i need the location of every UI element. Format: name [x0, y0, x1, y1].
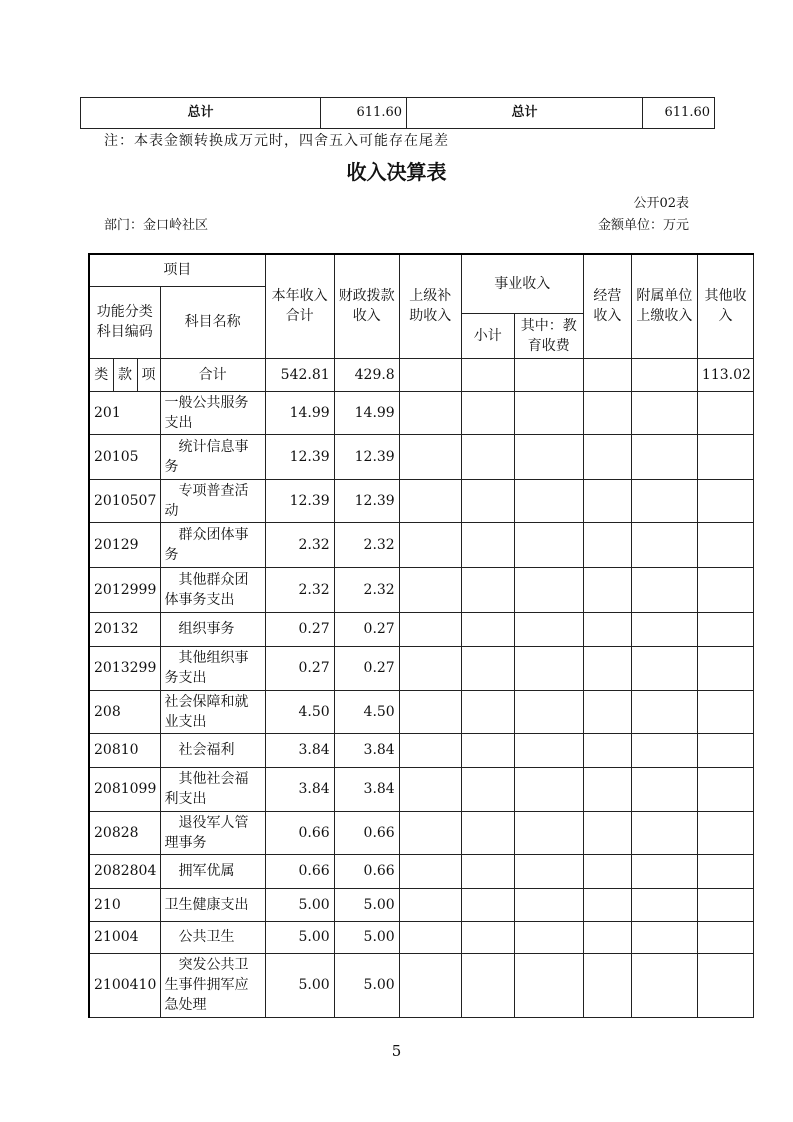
row-name: 统计信息事务: [160, 434, 265, 479]
table-row: [89, 479, 754, 522]
row-fiscal: 0.66: [334, 854, 399, 888]
row-code: 2082804: [89, 854, 160, 888]
empty-cell: [631, 953, 697, 1017]
row-total: 3.84: [265, 767, 334, 811]
empty-cell: [631, 811, 697, 854]
table-row: [89, 888, 754, 921]
empty-cell: [697, 646, 753, 690]
summary-right-value: 611.60: [643, 98, 715, 129]
empty-cell: [583, 391, 631, 434]
empty-cell: [399, 646, 461, 690]
table-row: [89, 612, 754, 646]
table-row: [89, 567, 754, 612]
row-code: 20129: [89, 522, 160, 567]
empty-cell: [631, 612, 697, 646]
row-name: 公共卫生: [160, 921, 265, 953]
empty-cell: [583, 921, 631, 953]
empty-cell: [461, 854, 514, 888]
empty-cell: [399, 567, 461, 612]
empty-cell: [583, 953, 631, 1017]
row-code: 21004: [89, 921, 160, 953]
empty-cell: [514, 479, 583, 522]
row-fiscal: 2.32: [334, 567, 399, 612]
empty-cell: [399, 479, 461, 522]
header-subject-name: 科目名称: [160, 286, 265, 358]
row-total: 3.84: [265, 733, 334, 767]
summary-right-label: 总计: [407, 98, 643, 129]
row-code: 20105: [89, 434, 160, 479]
row-fiscal: 5.00: [334, 953, 399, 1017]
table-row: [89, 646, 754, 690]
row-total: 0.27: [265, 612, 334, 646]
empty-cell: [514, 391, 583, 434]
header-business: 事业收入: [461, 254, 583, 313]
table-code: 公开02表: [633, 196, 689, 211]
empty-cell: [399, 953, 461, 1017]
row-fiscal: 3.84: [334, 767, 399, 811]
table-row: [89, 854, 754, 888]
row-code: 20132: [89, 612, 160, 646]
empty-cell: [399, 921, 461, 953]
summary-left-value: 611.60: [321, 98, 407, 129]
empty-cell: [461, 391, 514, 434]
row-name: 其他组织事务支出: [160, 646, 265, 690]
row-total: 0.27: [265, 646, 334, 690]
empty-cell: [399, 811, 461, 854]
row-name: 一般公共服务支出: [160, 391, 265, 434]
row-fiscal: 12.39: [334, 479, 399, 522]
row-code: 2013299: [89, 646, 160, 690]
empty-cell: [697, 854, 753, 888]
header-affiliated: 附属单位上缴收入: [631, 254, 697, 358]
row-name: 社会保障和就业支出: [160, 690, 265, 733]
header-lei: 类: [89, 358, 113, 391]
row-total: 2.32: [265, 522, 334, 567]
empty-cell: [583, 767, 631, 811]
row-code: 210: [89, 888, 160, 921]
total-row-name: 合计: [160, 358, 265, 391]
empty-cell: [631, 479, 697, 522]
empty-cell: [399, 733, 461, 767]
header-superior: 上级补助收入: [399, 254, 461, 358]
row-name: 组织事务: [160, 612, 265, 646]
empty-cell: [514, 953, 583, 1017]
department: 部门：金口岭社区: [104, 218, 209, 233]
empty-cell: [631, 567, 697, 612]
empty-cell: [399, 854, 461, 888]
empty-cell: [583, 646, 631, 690]
row-name: 卫生健康支出: [160, 888, 265, 921]
empty-cell: [461, 646, 514, 690]
header-item: 项目: [89, 254, 265, 286]
row-name: 专项普查活动: [160, 479, 265, 522]
empty-cell: [697, 888, 753, 921]
summary-table: [80, 97, 715, 129]
empty-cell: [631, 767, 697, 811]
row-code: 20810: [89, 733, 160, 767]
header-other: 其他收入: [697, 254, 753, 358]
empty-cell: [697, 567, 753, 612]
empty-cell: [514, 690, 583, 733]
empty-cell: [399, 522, 461, 567]
row-fiscal: 14.99: [334, 391, 399, 434]
empty-cell: [631, 921, 697, 953]
empty-cell: [697, 522, 753, 567]
empty-cell: [631, 690, 697, 733]
empty-cell: [461, 953, 514, 1017]
header-total: 本年收入合计: [265, 254, 334, 358]
empty-cell: [399, 434, 461, 479]
empty-cell: [697, 434, 753, 479]
row-code: 2081099: [89, 767, 160, 811]
empty-cell: [583, 854, 631, 888]
empty-cell: [583, 434, 631, 479]
table-row: [89, 767, 754, 811]
empty-cell: [514, 434, 583, 479]
empty-cell: [461, 767, 514, 811]
header-kuan: 款: [113, 358, 137, 391]
header-operating: 经营收入: [583, 254, 631, 358]
empty-cell: [514, 888, 583, 921]
empty-cell: [514, 921, 583, 953]
table-row: [89, 921, 754, 953]
empty-cell: [697, 733, 753, 767]
header-func-code: 功能分类科目编码: [89, 286, 160, 358]
row-name: 其他群众团体事务支出: [160, 567, 265, 612]
note: 注：本表金额转换成万元时，四舍五入可能存在尾差: [104, 133, 449, 149]
empty-cell: [631, 391, 697, 434]
empty-cell: [631, 434, 697, 479]
empty-cell: [583, 811, 631, 854]
table-row: [89, 522, 754, 567]
row-name: 突发公共卫生事件拥军应急处理: [160, 953, 265, 1017]
total-row-fiscal: 429.8: [334, 358, 399, 391]
total-row-other: 113.02: [697, 358, 753, 391]
row-fiscal: 5.00: [334, 888, 399, 921]
row-code: 2010507: [89, 479, 160, 522]
empty-cell: [697, 612, 753, 646]
row-total: 2.32: [265, 567, 334, 612]
empty-cell: [583, 888, 631, 921]
row-total: 0.66: [265, 811, 334, 854]
empty-cell: [461, 811, 514, 854]
empty-cell: [631, 888, 697, 921]
empty-cell: [697, 921, 753, 953]
row-fiscal: 0.66: [334, 811, 399, 854]
row-total: 4.50: [265, 690, 334, 733]
empty-cell: [399, 612, 461, 646]
empty-cell: [583, 690, 631, 733]
empty-cell: [631, 522, 697, 567]
empty-cell: [583, 612, 631, 646]
row-code: 2100410: [89, 953, 160, 1017]
table-row: [89, 811, 754, 854]
page-title: 收入决算表: [346, 160, 447, 184]
empty-cell: [631, 854, 697, 888]
row-total: 5.00: [265, 953, 334, 1017]
row-total: 5.00: [265, 888, 334, 921]
empty-cell: [514, 767, 583, 811]
empty-cell: [697, 391, 753, 434]
empty-cell: [697, 953, 753, 1017]
empty-cell: [399, 690, 461, 733]
row-total: 0.66: [265, 854, 334, 888]
empty-cell: [461, 733, 514, 767]
empty-cell: [461, 434, 514, 479]
header-education: 其中：教育收费: [514, 313, 583, 358]
empty-cell: [461, 921, 514, 953]
header-subtotal: 小计: [461, 313, 514, 358]
empty-cell: [399, 888, 461, 921]
row-total: 12.39: [265, 434, 334, 479]
summary-left-label: 总计: [81, 98, 321, 129]
empty-cell: [697, 767, 753, 811]
empty-cell: [631, 733, 697, 767]
empty-cell: [461, 690, 514, 733]
empty-cell: [461, 567, 514, 612]
empty-cell: [514, 733, 583, 767]
empty-cell: [399, 391, 461, 434]
row-code: 208: [89, 690, 160, 733]
row-name: 拥军优属: [160, 854, 265, 888]
empty-cell: [399, 767, 461, 811]
row-total: 14.99: [265, 391, 334, 434]
empty-cell: [583, 567, 631, 612]
empty-cell: [697, 479, 753, 522]
row-name: 其他社会福利支出: [160, 767, 265, 811]
row-code: 201: [89, 391, 160, 434]
empty-cell: [461, 888, 514, 921]
table-row: [89, 733, 754, 767]
row-total: 5.00: [265, 921, 334, 953]
empty-cell: [461, 479, 514, 522]
empty-cell: [461, 612, 514, 646]
empty-cell: [461, 522, 514, 567]
table-row: [89, 434, 754, 479]
empty-cell: [631, 646, 697, 690]
empty-cell: [514, 811, 583, 854]
table-row: [89, 391, 754, 434]
empty-cell: [583, 479, 631, 522]
empty-cell: [514, 612, 583, 646]
row-fiscal: 4.50: [334, 690, 399, 733]
row-code: 20828: [89, 811, 160, 854]
table-row: [89, 690, 754, 733]
income-table: [88, 253, 754, 1018]
header-xiang: 项: [137, 358, 160, 391]
row-total: 12.39: [265, 479, 334, 522]
empty-cell: [583, 733, 631, 767]
header-fiscal: 财政拨款收入: [334, 254, 399, 358]
row-name: 社会福利: [160, 733, 265, 767]
table-row: [89, 953, 754, 1017]
row-fiscal: 0.27: [334, 612, 399, 646]
row-fiscal: 12.39: [334, 434, 399, 479]
empty-cell: [514, 522, 583, 567]
row-name: 群众团体事务: [160, 522, 265, 567]
row-fiscal: 5.00: [334, 921, 399, 953]
empty-cell: [697, 690, 753, 733]
row-fiscal: 2.32: [334, 522, 399, 567]
page-number: 5: [391, 1042, 402, 1060]
empty-cell: [697, 811, 753, 854]
empty-cell: [514, 646, 583, 690]
empty-cell: [514, 567, 583, 612]
unit: 金额单位：万元: [597, 218, 689, 233]
row-name: 退役军人管理事务: [160, 811, 265, 854]
row-code: 2012999: [89, 567, 160, 612]
empty-cell: [583, 522, 631, 567]
row-fiscal: 0.27: [334, 646, 399, 690]
empty-cell: [514, 854, 583, 888]
total-row-total: 542.81: [265, 358, 334, 391]
row-fiscal: 3.84: [334, 733, 399, 767]
